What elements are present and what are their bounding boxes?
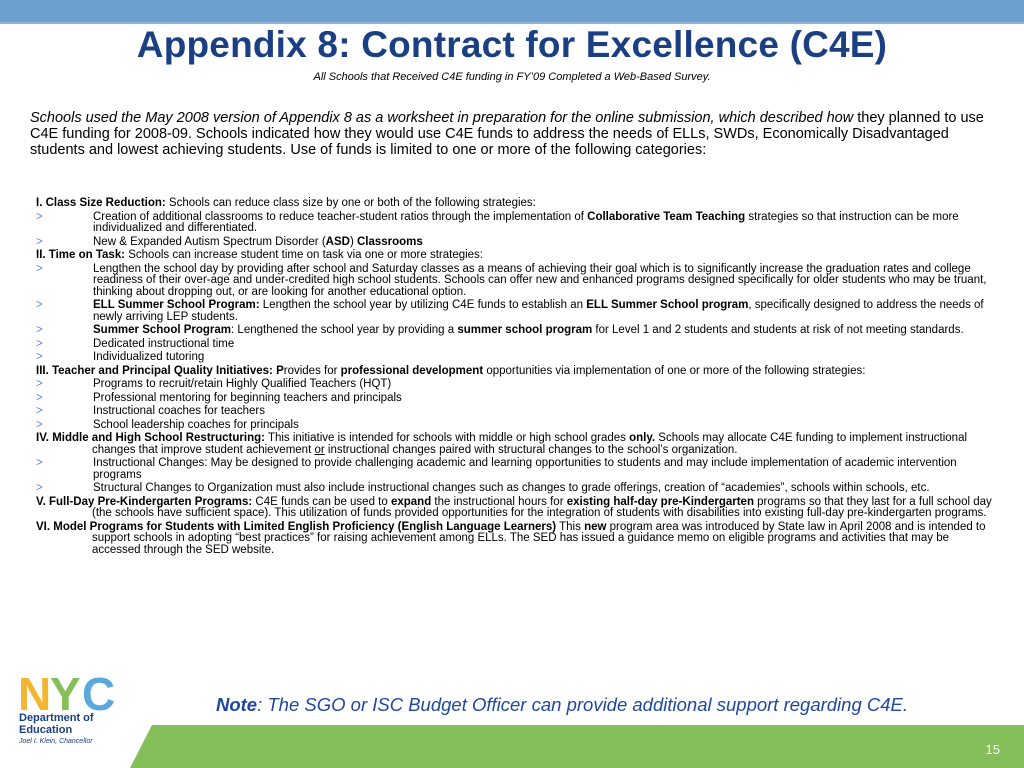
list-item	[36, 406, 996, 418]
item-text: , specifically designed to address the needs of newly arriving LEP students.	[93, 299, 984, 323]
section-bold: existing half-day pre-Kindergarten	[566, 495, 754, 508]
list-item	[36, 352, 996, 364]
item-text: for Level 1 and 2 students and students at risk of not meeting standards.	[592, 324, 964, 336]
list-item	[36, 339, 996, 351]
logo-line1: Department of	[19, 712, 94, 724]
section-text: programs so that they last for a full school day (the schools have sufficient space). This utilization of funds provided opportunities for the integration of students with disabilities into existing full-day pre-kindergarten programs.	[92, 495, 992, 519]
intro-italic: Schools used the May 2008 version of Appendix 8 as a worksheet in preparation for the online submission, which described how	[30, 110, 854, 126]
section-ell-programs	[36, 522, 996, 557]
slide-subtitle: All Schools that Received C4E funding in FY’09 Completed a Web-Based Survey.	[313, 71, 711, 83]
section-text: Schools can increase student time on task via one or more strategies:	[125, 249, 484, 261]
arrow-bullet-icon: >	[36, 457, 43, 469]
arrow-bullet-icon: >	[36, 418, 43, 431]
item-text: strategies so that instruction can be more individualized and differentiated.	[93, 210, 959, 234]
arrow-bullet-icon: >	[36, 378, 43, 390]
logo-line2: Education	[19, 724, 73, 736]
item-text: New & Expanded Autism Spectrum Disorder (	[93, 235, 326, 248]
section-text: rovides for	[283, 364, 341, 377]
section-heading: V. Full-Day Pre-Kindergarten Programs:	[36, 495, 253, 508]
list-item	[36, 325, 996, 337]
section-text: This initiative is intended for schools with middle or high school grades	[264, 432, 630, 444]
item-text: Instructional Changes: May be designed to provide challenging academic and learning opportunities to students and may include implementation of academic intervention programs	[93, 457, 957, 481]
item-bold: Classrooms	[356, 235, 423, 248]
note-text	[0, 694, 1024, 716]
section-text: Schools may allocate C4E funding to implement instructional changes that improve student achievement	[92, 432, 968, 456]
list-item	[36, 420, 996, 432]
section-underline: or	[314, 443, 325, 456]
list-item	[36, 300, 996, 323]
arrow-bullet-icon: >	[36, 299, 43, 311]
nyc-letters-icon	[18, 670, 120, 714]
item-bold: ELL Summer School program	[586, 299, 749, 311]
section-restructuring	[36, 433, 996, 456]
nyc-doe-logo	[16, 670, 126, 760]
arrow-bullet-icon: >	[36, 391, 43, 404]
section-bold: professional development	[340, 364, 484, 377]
section-pre-k	[36, 497, 996, 520]
item-bold: ASD	[325, 235, 350, 248]
arrow-bullet-icon: >	[36, 324, 43, 336]
list-item	[36, 212, 996, 235]
item-bold: Summer School Program	[93, 324, 232, 336]
item-text: Professional mentoring for beginning teachers and principals	[93, 391, 402, 404]
item-text: Individualized tutoring	[93, 351, 205, 363]
intro-paragraph	[30, 110, 990, 158]
item-bold: ELL Summer School Program:	[93, 299, 260, 311]
logo-department	[19, 712, 94, 736]
section-heading: II. Time on Task:	[36, 249, 126, 261]
intro-text: they planned to use C4E funding for 2008-09. Schools indicated how they would use C4E funds to address the needs of ELLs, SWDs, Economically Disadvantaged students and lowest achieving students. Use of funds is limited to one or more of the following categories:	[30, 110, 984, 158]
logo-letter-c: C	[82, 670, 116, 714]
item-text: Creation of additional classrooms to reduce teacher-student ratios through the implementation of	[93, 210, 588, 223]
arrow-bullet-icon: >	[36, 351, 43, 363]
list-item	[36, 393, 996, 405]
footer-bar	[130, 725, 1024, 768]
item-text: Programs to recruit/retain Highly Qualified Teachers (HQT)	[93, 378, 392, 390]
section-text: opportunities via implementation of one or more of the following strategies:	[483, 364, 866, 377]
arrow-bullet-icon: >	[36, 210, 43, 223]
list-item	[36, 483, 996, 495]
section-teacher-quality	[36, 366, 996, 378]
item-bold: Collaborative Team Teaching	[587, 210, 746, 223]
item-text: School leadership coaches for principals	[93, 418, 299, 431]
list-item	[36, 379, 996, 391]
note-label: Note	[215, 694, 258, 715]
section-text: Schools can reduce class size by one or both of the following strategies:	[165, 197, 536, 209]
section-text: program area was introduced by State law in April 2008 and is intended to support schools in adopting “best practices” for raising achievement among ELLs. The SED has issued a guidance memo on eligible programs and activities that may be accessed through the SED website.	[92, 520, 986, 556]
item-text: Lengthen the school day by providing after school and Saturday classes as a means of achieving their goal which is to significantly increase the graduation rates and college readiness of their over-age and under-credited high school students. Schools can offer new and enhanced programs designed specifically for older students who may be truant, thinking about dropping out, or are looking for another educational option.	[93, 262, 987, 298]
item-text: Lengthen the school year by utilizing C4E funds to establish an	[259, 299, 587, 311]
arrow-bullet-icon: >	[36, 405, 43, 417]
section-class-size	[36, 198, 996, 210]
note-body: : The SGO or ISC Budget Officer can provide additional support regarding C4E.	[257, 694, 909, 715]
section-text: instructional changes paired with structural changes to the school’s organization.	[324, 443, 738, 456]
arrow-bullet-icon: >	[36, 235, 43, 248]
logo-letter-y: Y	[50, 670, 81, 714]
section-bold: new	[584, 520, 607, 533]
item-bold: summer school program	[457, 324, 593, 336]
page-number: 15	[985, 742, 1000, 757]
item-text: : Lengthened the school year by providing a	[231, 324, 458, 336]
arrow-bullet-icon: >	[36, 482, 43, 494]
section-heading: I. Class Size Reduction:	[36, 197, 166, 209]
section-heading: VI. Model Programs for Students with Limited English Proficiency (English Language Learners)	[36, 520, 557, 533]
item-text: Instructional coaches for teachers	[93, 405, 265, 417]
list-item	[36, 458, 996, 481]
section-text: This	[556, 520, 585, 533]
section-time-on-task	[36, 250, 996, 262]
section-text: the instructional hours for	[431, 495, 567, 508]
list-item	[36, 264, 996, 299]
section-bold: expand	[390, 495, 432, 508]
arrow-bullet-icon: >	[36, 337, 43, 350]
logo-chancellor: Joel I. Klein, Chancellor	[19, 738, 93, 745]
categories-list	[36, 196, 996, 556]
section-bold: only.	[629, 432, 656, 444]
arrow-bullet-icon: >	[36, 262, 43, 275]
list-item	[36, 237, 996, 249]
top-banner	[0, 0, 1024, 24]
section-heading: IV. Middle and High School Restructuring:	[36, 432, 265, 444]
item-text: Structural Changes to Organization must also include instructional changes such as changes to grade offerings, creation of “academies”, schools within schools, etc.	[93, 482, 930, 494]
item-text: )	[349, 235, 357, 248]
slide-title: Appendix 8: Contract for Excellence (C4E)	[136, 24, 888, 65]
logo-letter-n: N	[18, 670, 52, 714]
item-text: Dedicated instructional time	[93, 337, 235, 350]
section-heading: III. Teacher and Principal Quality Initiatives: P	[36, 364, 284, 377]
section-text: C4E funds can be used to	[252, 495, 391, 508]
